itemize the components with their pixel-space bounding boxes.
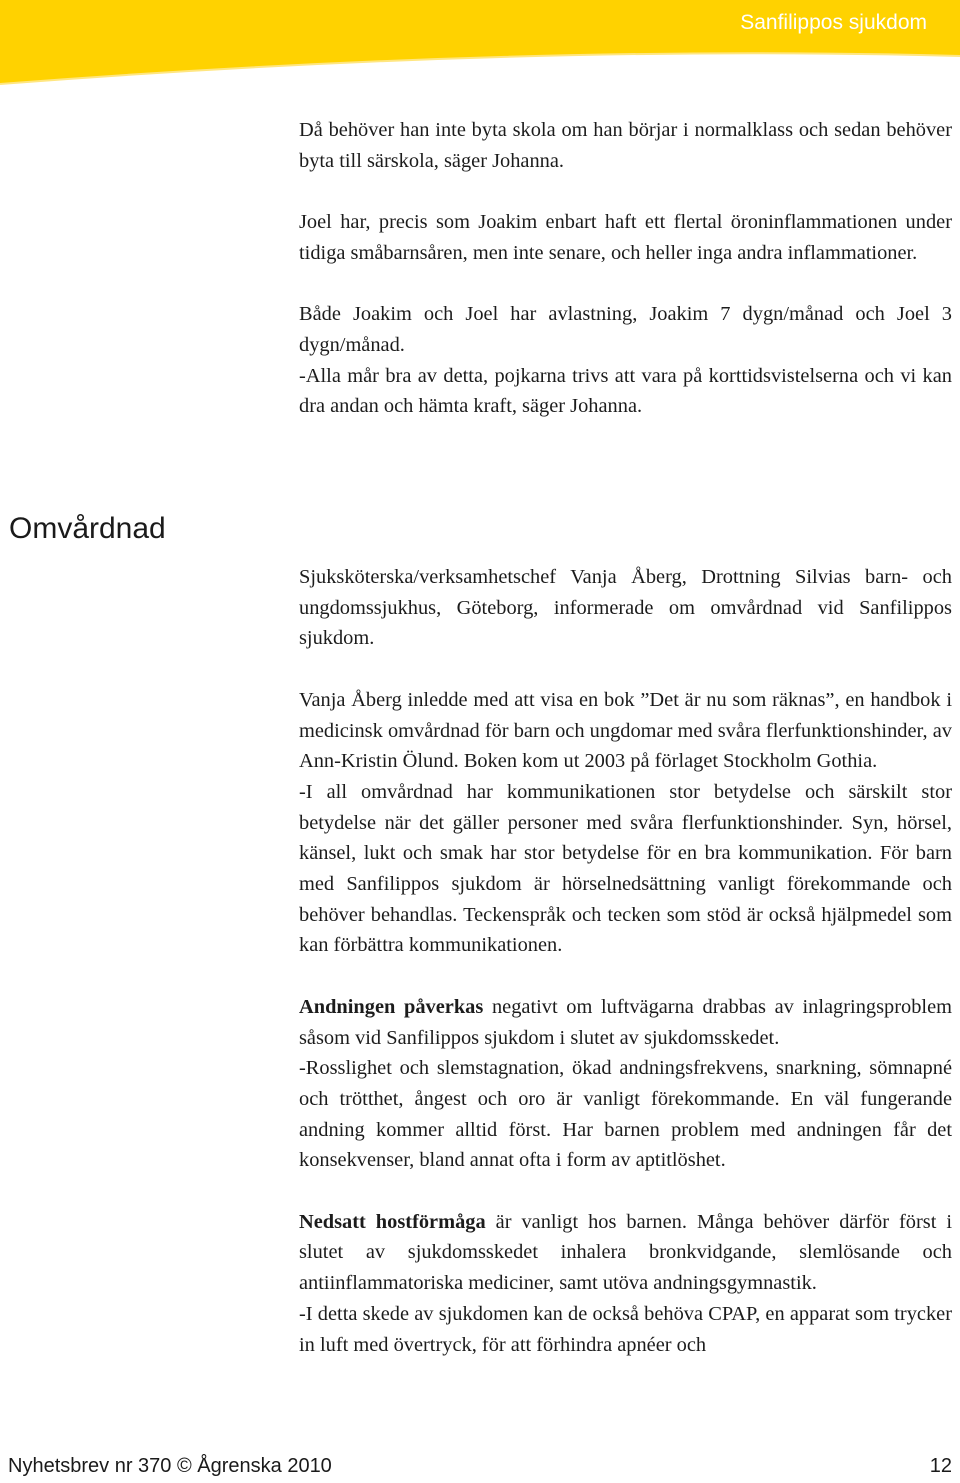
- paragraph: Vanja Åberg inledde med att visa en bok ”Det är nu som räknas”, en handbok i medicinsk omvårdnad för barn och ungdomar med svåra flerfunktionshinder, av Ann-Kristin Ölund. Boken kom ut 2003 på förlaget Stockholm Gothia.: [299, 688, 952, 773]
- paragraph: [299, 992, 952, 1053]
- paragraph: Då behöver han inte byta skola om han börjar i normalklass och sedan behöver byta till särskola, säger Johanna.: [299, 119, 952, 172]
- section-continued-text: [299, 115, 952, 422]
- paragraph-text: är vanligt hos barnen. Många behöver därför först i slutet av sjukdomsskedet inhalera bronkvidgande, slemlösande och antiinflammatoriska mediciner, samt utöva andningsgymnastik.: [299, 1210, 953, 1295]
- bold-lead-cough: Nedsatt hostförmåga: [299, 1210, 486, 1233]
- header-banner: [0, 0, 960, 90]
- bold-lead-breathing: Andningen påverkas: [299, 995, 484, 1018]
- footer-page-number: 12: [929, 1455, 952, 1477]
- header-title: Sanfilippos sjukdom: [740, 11, 927, 34]
- section-omvardnad-text: [299, 562, 952, 1360]
- paragraph: -I all omvårdnad har kommunikationen stor betydelse och särskilt stor betydelse när det gäller personer med svåra flerfunktionshinder. Syn, hörsel, känsel, lukt och smak har stor betydelse för en bra kommunikation. För barn med Sanfilippos sjukdom är hörselnedsättning vanligt förekommande och behöver behandlas. Teckenspråk och tecken som stöd är också hjälpmedel som kan förbättra kommunikationen.: [299, 780, 952, 957]
- section-heading: Omvårdnad: [9, 512, 166, 545]
- paragraph-text: negativt om luftvägarna drabbas av inlagringsproblem såsom vid Sanfilippos sjukdom i slutet av sjukdomsskedet.: [299, 995, 952, 1049]
- footer-publication: Nyhetsbrev nr 370 © Ågrenska 2010: [8, 1455, 332, 1477]
- paragraph: Sjuksköterska/verksamhetschef Vanja Åberg, Drottning Silvias barn- och ungdomssjukhus, Göteborg, informerade om omvårdnad vid Sanfilippos sjukdom.: [299, 566, 952, 650]
- paragraph: -Rosslighet och slemstagnation, ökad andningsfrekvens, snarkning, sömnapné och trötthet, ångest och oro är vanligt förekommande. En väl fungerande andning kommer alltid först. Har barnen problem med andningen får det konsekvenser, bland annat ofta i form av aptitlöshet.: [299, 1057, 952, 1172]
- paragraph: -Alla mår bra av detta, pojkarna trivs att vara på korttidsvistelserna och vi kan dra andan och hämta kraft, säger Johanna.: [299, 364, 952, 418]
- paragraph: [299, 1207, 952, 1299]
- paragraph: Både Joakim och Joel har avlastning, Joakim 7 dygn/månad och Joel 3 dygn/månad.: [299, 303, 952, 356]
- paragraph: Joel har, precis som Joakim enbart haft ett flertal öroninflammationen under tidiga småbarnsåren, men inte senare, och heller inga andra inflammationer.: [299, 211, 952, 264]
- paragraph: -I detta skede av sjukdomen kan de också behöva CPAP, en apparat som trycker in luft med övertryck, för att förhindra apnéer och: [299, 1302, 952, 1356]
